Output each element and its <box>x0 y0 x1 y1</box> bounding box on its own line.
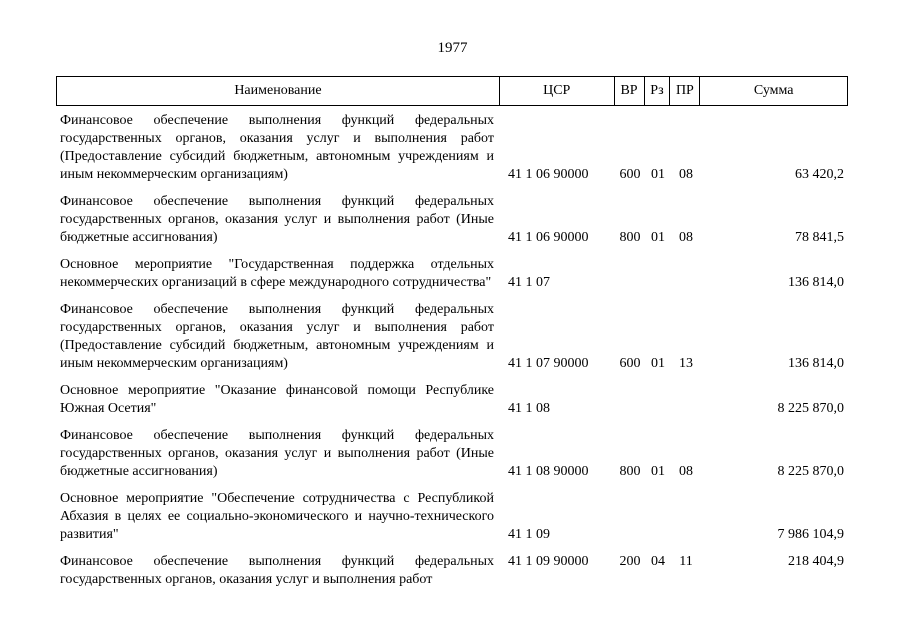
table-row <box>56 256 848 292</box>
row-sum: 78 841,5 <box>795 230 844 245</box>
row-pr: 08 <box>679 464 693 479</box>
row-pr: 11 <box>679 554 693 569</box>
header-name: Наименование <box>57 77 500 105</box>
table-row <box>56 193 848 247</box>
row-csr: 41 1 09 90000 <box>508 554 589 569</box>
row-vr: 600 <box>619 356 641 371</box>
row-name: Финансовое обеспечение выполнения функций федеральных государственных органов, оказания услуг и выполнения работ (Предоставление субсидий бюджетным, автономным учреждениям и иным некоммерческим организациям) <box>60 302 494 371</box>
header-rz: Рз <box>645 77 671 105</box>
table-row <box>56 553 848 589</box>
row-csr: 41 1 07 90000 <box>508 356 589 371</box>
table-row <box>56 301 848 373</box>
row-sum: 8 225 870,0 <box>777 401 844 416</box>
row-sum: 136 814,0 <box>788 356 844 371</box>
header-pr: ПР <box>670 77 700 105</box>
row-vr: 200 <box>619 554 641 569</box>
row-name: Основное мероприятие "Обеспечение сотрудничества с Республикой Абхазия в целях ее социально-экономического и научно-технического развития" <box>60 491 494 542</box>
row-csr: 41 1 08 <box>508 401 550 416</box>
row-rz: 01 <box>651 230 665 245</box>
row-name: Финансовое обеспечение выполнения функций федеральных государственных органов, оказания услуг и выполнения работ (Иные бюджетные ассигнования) <box>60 194 494 245</box>
row-csr: 41 1 06 90000 <box>508 167 589 182</box>
row-sum: 63 420,2 <box>795 167 844 182</box>
row-csr: 41 1 08 90000 <box>508 464 589 479</box>
row-sum: 136 814,0 <box>788 275 844 290</box>
table-header <box>56 76 848 106</box>
row-csr: 41 1 09 <box>508 527 550 542</box>
row-name: Основное мероприятие "Оказание финансовой помощи Республике Южная Осетия" <box>60 383 494 416</box>
row-name: Финансовое обеспечение выполнения функций федеральных государственных органов, оказания услуг и выполнения работ (Предоставление субсидий бюджетным, автономным учреждениям и иным некоммерческим организациям) <box>60 113 494 182</box>
row-vr: 800 <box>619 464 641 479</box>
row-csr: 41 1 07 <box>508 275 550 290</box>
row-csr: 41 1 06 90000 <box>508 230 589 245</box>
row-name: Основное мероприятие "Государственная поддержка отдельных некоммерческих организаций в сфере международного сотрудничества" <box>60 257 494 290</box>
row-pr: 08 <box>679 230 693 245</box>
table-row <box>56 490 848 544</box>
header-sum: Сумма <box>753 83 794 98</box>
row-vr: 600 <box>619 167 641 182</box>
table-body <box>56 106 848 589</box>
row-sum: 7 986 104,9 <box>777 527 844 542</box>
table-row <box>56 382 848 418</box>
table-row <box>56 427 848 481</box>
header-vr: ВР <box>615 77 645 105</box>
row-rz: 01 <box>651 167 665 182</box>
row-pr: 13 <box>679 356 693 371</box>
row-rz: 01 <box>651 464 665 479</box>
budget-table <box>56 76 848 589</box>
row-sum: 8 225 870,0 <box>777 464 844 479</box>
row-vr: 800 <box>619 230 641 245</box>
row-name: Финансовое обеспечение выполнения функций федеральных государственных органов, оказания услуг и выполнения работ (Иные бюджетные ассигнования) <box>60 428 494 479</box>
row-name: Финансовое обеспечение выполнения функций федеральных государственных органов, оказания услуг и выполнения работ <box>60 554 494 587</box>
table-row <box>56 112 848 184</box>
row-pr: 08 <box>679 167 693 182</box>
page-number: 1977 <box>437 40 468 56</box>
header-csr: ЦСР <box>500 77 615 105</box>
row-rz: 01 <box>651 356 665 371</box>
row-sum: 218 404,9 <box>788 554 844 569</box>
row-rz: 04 <box>651 554 665 569</box>
